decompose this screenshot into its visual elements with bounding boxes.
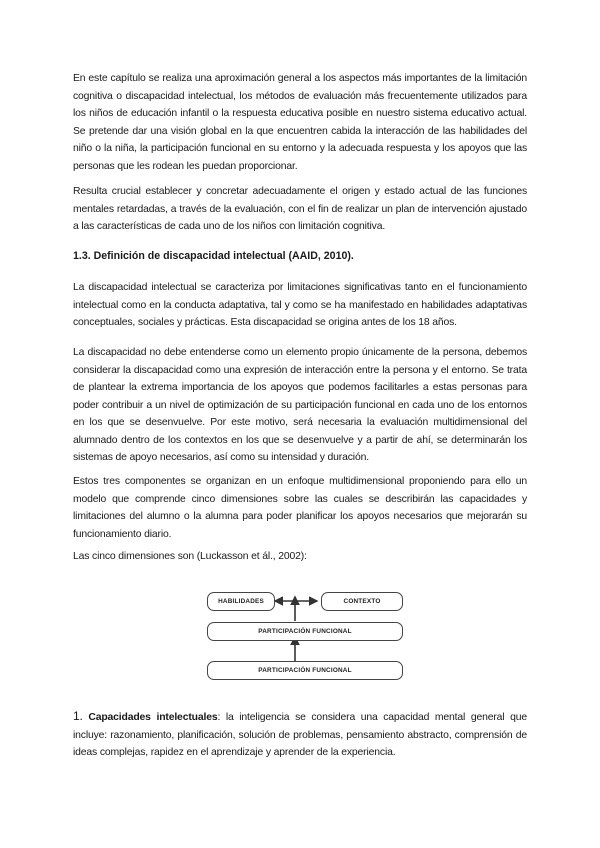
dimensions-diagram <box>205 585 405 685</box>
section-heading: 1.3. Definición de discapacidad intelectual (AAID, 2010). <box>73 250 354 262</box>
list-item-title: Capacidades intelectuales <box>88 712 218 723</box>
list-item-number: 1. <box>73 709 83 723</box>
list-item-text: : la inteligencia se considera una capacidad mental general que incluye: razonamiento, planificación, solución de problemas, pensamiento abstracto, comprensión de ideas complejas, rapidez en el aprendizaje y aprender de la experiencia. <box>73 712 527 758</box>
list-item-capacidades <box>73 708 527 762</box>
box-habilidades: HABILIDADES <box>207 592 275 611</box>
box-participacion-funcional-1: PARTICIPACIÓN FUNCIONAL <box>207 622 403 641</box>
paragraph-evaluation: Resulta crucial establecer y concretar adecuadamente el origen y estado actual de las funciones mentales retardadas, a través de la evaluación, con el fin de realizar un plan de intervención ajustado a las características de cada uno de los niños con limitación cognitiva. <box>73 186 527 232</box>
paragraph-interaction: La discapacidad no debe entenderse como un elemento propio únicamente de la persona, debemos considerar la discapacidad como una expresión de interacción entre la persona y el entorno. Se trata de plantear la extrema importancia de los apoyos que podemos facilitarles a estas personas para poder contribuir a un nivel de optimización de su participación funcional en cada uno de los entornos en los que se desenvuelve. Por este motivo, será necesaria la evaluación multidimensional del alumnado dentro de los contextos en los que se desenvuelve y a partir de ahí, se determinarán los sistemas de apoyo necesarios, así como su intensidad y duración. <box>73 347 527 463</box>
box-contexto: CONTEXTO <box>321 592 403 611</box>
paragraph-definition: La discapacidad intelectual se caracteriza por limitaciones significativas tanto en el funcionamiento intelectual como en la conducta adaptativa, tal y como se ha manifestado en habilidades adaptativas conceptuales, sociales y prácticas. Esta discapacidad se origina antes de los 18 años. <box>73 282 527 328</box>
box-participacion-funcional-2: PARTICIPACIÓN FUNCIONAL <box>207 661 403 680</box>
paragraph-dimensions-intro: Las cinco dimensiones son (Luckasson et ál., 2002): <box>73 551 307 562</box>
paragraph-intro: En este capítulo se realiza una aproximación general a los aspectos más importantes de la limitación cognitiva o discapacidad intelectual, los métodos de evaluación más frecuentemente utilizados para los niños de educación infantil o la respuesta educativa posible en nuestro sistema educativo actual. Se pretende dar una visión global en la que encuentren cabida la interacción de las habilidades del niño o la niña, la participación funcional en su entorno y la adecuada respuesta y los apoyos que las personas que les rodean les puedan proporcionar. <box>73 73 527 172</box>
paragraph-components: Estos tres componentes se organizan en un enfoque multidimensional proponiendo para ello un modelo que comprende cinco dimensiones sobre las cuales se describirán las capacidades y limitaciones del alumno o la alumna para poder planificar los apoyos necesarios que mejorarán su funcionamiento diario. <box>73 476 527 540</box>
